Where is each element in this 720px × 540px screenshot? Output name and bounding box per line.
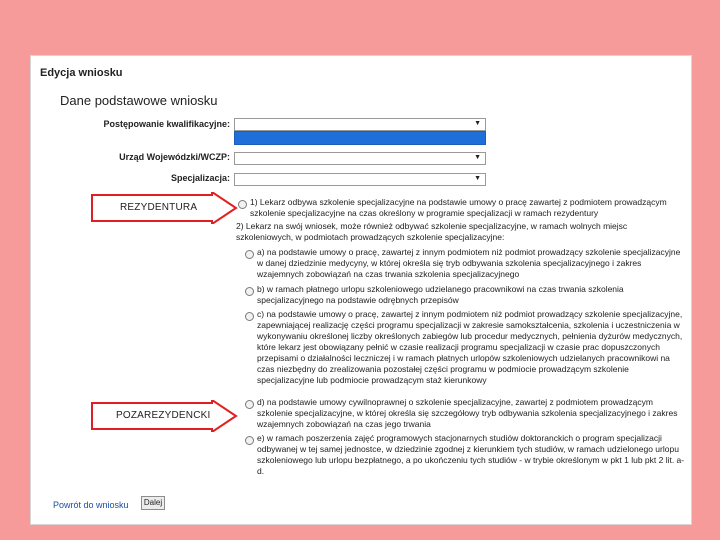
option-1-text: 1) Lekarz odbywa szkolenie specjalizacyjne na podstawie umowy o pracę zawartej z podmiotem prowadzącym szkolenie specjalizacyjne na czas określony w programie specjalizacji w ramach rezydentury (250, 197, 667, 218)
option-2c-radio[interactable] (245, 312, 254, 321)
rezydentura-label: REZYDENTURA (120, 202, 198, 213)
pozarezydencki-label: POZAREZYDENCKI (116, 410, 211, 421)
chevron-down-icon: ▼ (474, 175, 481, 182)
option-2a-radio[interactable] (245, 250, 254, 259)
option-2d-radio[interactable] (245, 400, 254, 409)
option-2b-radio[interactable] (245, 287, 254, 296)
rezydentura-callout (90, 192, 238, 224)
qualification-dropdown-highlight[interactable] (234, 131, 486, 145)
option-2-header: 2) Lekarz na swój wniosek, może również odbywać szkolenie specjalizacyjne, w ramach wolnych miejsc szkoleniowych, w podmiotach prowadzących szkolenie specjalizacyjne: (236, 221, 628, 242)
option-2d-text: d) na podstawie umowy cywilnoprawnej o szkolenie specjalizacyjne, zawartej z podmiotem prowadzącym szkolenie specjalizacyjne, w której określa się szczegółowy tryb odbywania szkolenia specjalizacyjnego i zakres wzajemnych zobowiązań na czas jego trwania (257, 397, 678, 429)
chevron-down-icon: ▼ (474, 120, 481, 127)
specialization-label: Specjalizacja: (170, 173, 230, 183)
pozarezydencki-callout (90, 400, 238, 432)
option-2b-text: b) w ramach płatnego urlopu szkoleniowego udzielanego pracownikowi na czas trwania szkolenia specjalizacyjnego na podstawie odrębnych przepisów (257, 284, 624, 305)
option-2a-text: a) na podstawie umowy o pracę, zawartej z innym podmiotem niż podmiot prowadzący szkolenie specjalizacyjne w danej dziedzinie medycyny, w której określa się tryb odbywania szkolenia specjalizacyjnego i zakres wzajemnych zobowiązań na czas trwania szkolenia specjalizacyjnego (257, 247, 681, 279)
specialization-select[interactable] (234, 173, 486, 186)
office-select[interactable] (234, 152, 486, 165)
chevron-down-icon: ▼ (474, 154, 481, 161)
option-2e-text: e) w ramach poszerzenia zajęć programowych stacjonarnych studiów doktoranckich o program specjalizacji odbywanej w tej samej jednostce, w dziedzinie zgodnej z kierunkiem tych studiów, w ramach udzielonego urlopu szkoleniowego lub urlopu bezpłatnego, a po ukończeniu tych studiów - w trybie określonym w pkt 1 lub pkt 2 lit. a-d. (257, 433, 685, 476)
back-to-application-link[interactable]: Powrót do wniosku (53, 500, 129, 510)
option-1-radio[interactable] (238, 200, 247, 209)
next-button[interactable]: Dalej (141, 496, 165, 510)
section-title: Dane podstawowe wniosku (60, 93, 218, 108)
qualification-select[interactable] (234, 118, 486, 131)
office-label: Urząd Wojewódzki/WCZP: (119, 152, 230, 162)
page-title: Edycja wniosku (40, 67, 123, 79)
option-2e-radio[interactable] (245, 436, 254, 445)
qualification-label: Postępowanie kwalifikacyjne: (103, 119, 230, 129)
option-2c-text: c) na podstawie umowy o pracę, zawartej z innym podmiotem niż podmiot prowadzący szkolenie specjalizacyjne, zapewniającej realizację części programu specjalizacji w zakresie samokształcenia, szkolenia i uczestniczenia w wykonywaniu określonej liczby określonych zabiegów lub procedur medycznych, pełnienia dyżurów medycznych, które lekarz jest obowiązany pełnić w czasie realizacji programu specjalizacji w czasie prac dopuszczonych przepisami o działalności leczniczej i w ramach płatnych urlopów szkoleniowych udzielanych pracownikowi na czas niezbędny do zrealizowania pozostałej części programu w podmiocie prowadzącym szkolenie specjalizacyjne lub podmiocie prowadzącym staż kierunkowy (257, 309, 683, 385)
